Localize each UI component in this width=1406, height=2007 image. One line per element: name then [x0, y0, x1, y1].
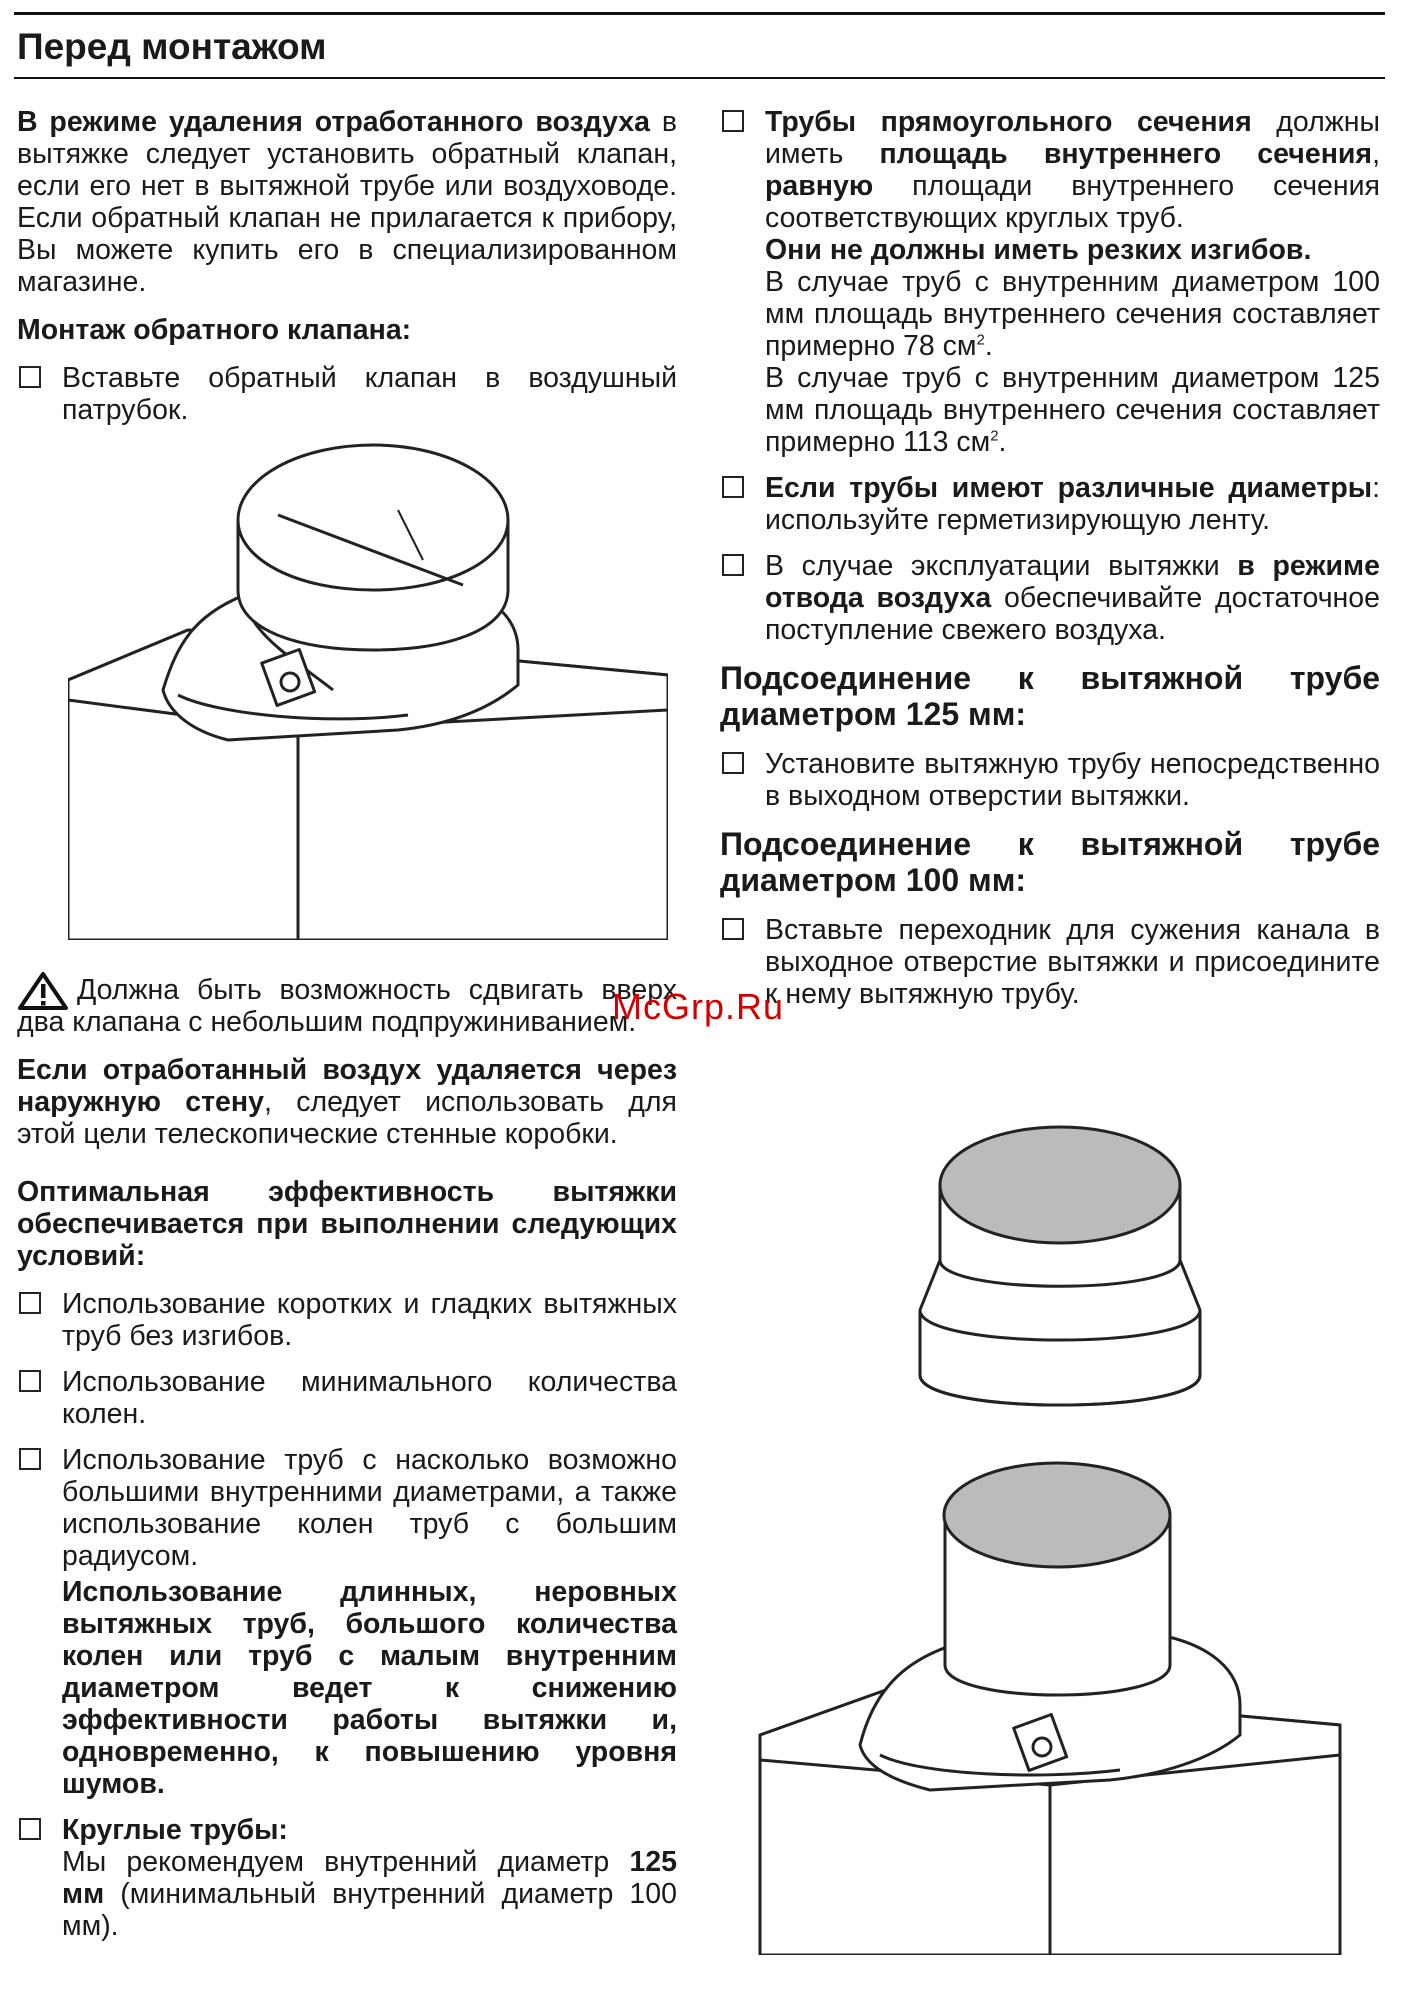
warning-text: Должна быть возможность сдвигать вверх два клапана с небольшим подпружиниванием.: [17, 974, 677, 1038]
checkbox-icon: [19, 1370, 41, 1392]
checkbox-icon: [19, 1818, 41, 1840]
section-heading-100: Подсоединение к вытяжной трубе диаметром 100 мм:: [720, 826, 1380, 898]
section-heading-125: Подсоединение к вытяжной трубе диаметром 125 мм:: [720, 660, 1380, 732]
intro-paragraph: [17, 106, 677, 298]
reducer-illustration: [910, 1120, 1210, 1420]
round-heading: Круглые трубы:: [62, 1814, 288, 1846]
intro-bold: В режиме удаления отработанного воздуха: [17, 106, 650, 138]
hood-outlet-illustration: [740, 1455, 1360, 1955]
valve-illustration: [68, 440, 668, 940]
checkbox-icon: [19, 1448, 41, 1470]
watermark: McGrp.Ru: [612, 986, 785, 1027]
round-pipes-item: Круглые трубы: Мы рекомендуем внутренний диаметр 125 мм (минимальный внутренний диаметр 100 мм).: [17, 1814, 677, 1942]
item-125: Установите вытяжную трубу непосредственно в выходном отверстии вытяжки.: [720, 748, 1380, 812]
checkbox-icon: [722, 918, 744, 940]
warning-triangle-icon: [17, 971, 69, 1011]
checkbox-icon: [722, 554, 744, 576]
valve-item: [17, 362, 677, 426]
wall-bold: Если отработанный воздух удаляется через наружную стену: [17, 1054, 677, 1118]
list-item: Использование коротких и гладких вытяжных труб без изгибов.: [17, 1288, 677, 1352]
checkbox-icon: [722, 110, 744, 132]
warning-paragraph: [17, 974, 677, 1038]
rect-pipes-item: Трубы прямоугольного сечения должны иметь площадь внутреннего сечения, равную площади внутреннего сечения соответствующих круглых труб. Они не должны иметь резких изгибов. В случае труб с внутренним диаметром 100 мм площадь внутреннего сечения составляет примерно 78 $см^2$. В случае труб с внутренним диаметром 125 мм площадь внутреннего сечения составляет примерно 113 $см^2$.: [720, 106, 1380, 458]
checkbox-icon: [19, 366, 41, 388]
list-item: Использование минимального количества колен.: [17, 1366, 677, 1430]
optimal-heading: Оптимальная эффективность вытяжки обеспечивается при выполнении следующих условий:: [17, 1176, 677, 1272]
checkbox-icon: [19, 1292, 41, 1314]
wall-paragraph: [17, 1054, 677, 1150]
valve-item-text: Вставьте обратный клапан в воздушный патрубок.: [62, 362, 677, 426]
header-rule: [14, 77, 1385, 79]
checkbox-icon: [722, 476, 744, 498]
top-rule: [14, 12, 1385, 15]
diameters-item: Если трубы имеют различные диаметры: используйте герметизирующую ленту.: [720, 472, 1380, 536]
intro-text: в вытяжке следует установить обратный клапан, если его нет в вытяжной трубе или воздуховоде. Если обратный клапан не прилагается к прибору, Вы можете купить его в специализированном магазине.: [17, 106, 677, 298]
valve-heading: Монтаж обратного клапана:: [17, 314, 412, 346]
list-item: Использование труб с насколько возможно большими внутренними диаметрами, а также использование колен труб с большим радиусом. Использование длинных, неровных вытяжных труб, большого количества колен или труб с малым внутренним диаметром ведет к снижению эффективности работы вытяжки и, одновременно, к повышению уровня шумов.: [17, 1444, 677, 1800]
fresh-air-item: В случае эксплуатации вытяжки в режиме отвода воздуха обеспечивайте достаточное поступление свежего воздуха.: [720, 550, 1380, 646]
wall-text: , следует использовать для этой цели телескопические стенные коробки.: [17, 1086, 677, 1150]
checkbox-icon: [722, 752, 744, 774]
rect-bold-note: Они не должны иметь резких изгибов.: [765, 234, 1312, 266]
right-column: [720, 106, 1380, 1024]
page-title: Перед монтажом: [17, 26, 327, 67]
item-100: Вставьте переходник для сужения канала в выходное отверстие вытяжки и присоедините к нему вытяжную трубу.: [720, 914, 1380, 1010]
optimal-warning: Использование длинных, неровных вытяжных труб, большого количества колен или труб с малым внутренним диаметром ведет к снижению эффективности работы вытяжки и, одновременно, к повышению уровня шумов.: [62, 1576, 677, 1800]
left-column: [17, 106, 677, 1956]
